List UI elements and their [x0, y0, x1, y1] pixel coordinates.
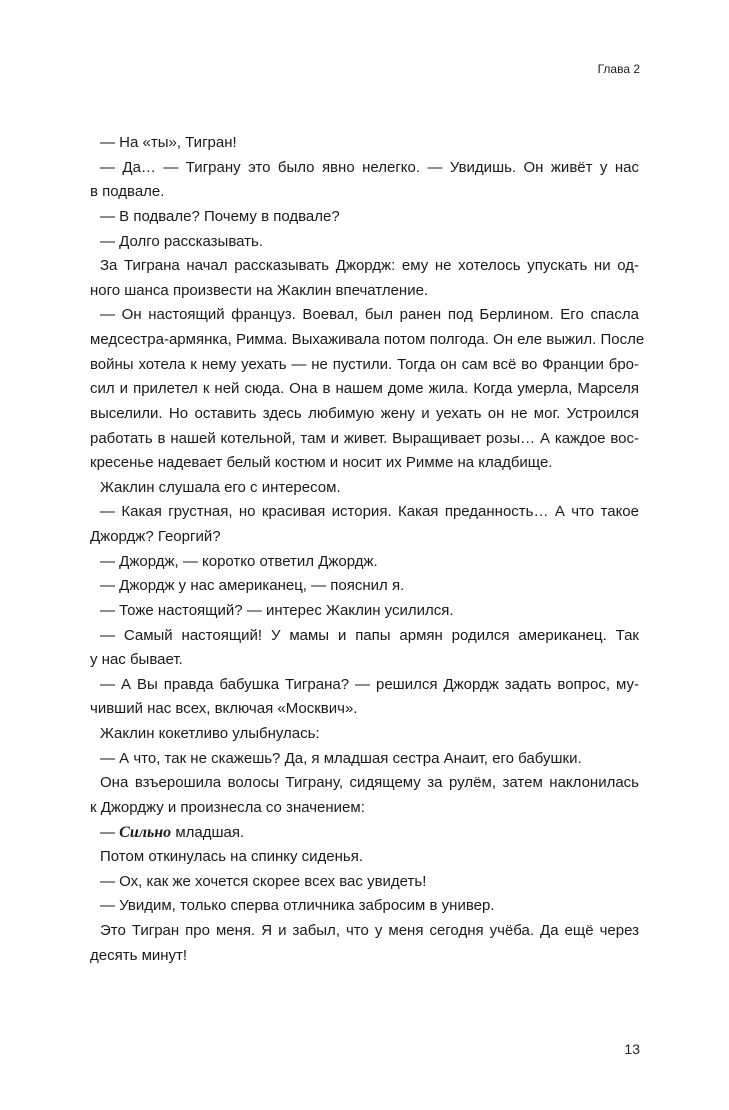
text-line: — Увидим, только сперва отличника забросим в универ.	[100, 897, 495, 915]
text-line: работать в нашей котельной, там и живет. Выращивает розы… А каждое вос-	[90, 429, 639, 447]
text-line: Жаклин слушала его с интересом.	[100, 478, 341, 496]
text-line: Это Тигран про меня. Я и забыл, что у меня сегодня учёба. Да ещё через	[100, 922, 639, 939]
text-line: Она взъерошила волосы Тиграну, сидящему за рулём, затем наклонилась	[100, 774, 639, 792]
text-line: — А Вы правда бабушка Тиграна? — решился Джордж задать вопрос, му-	[100, 675, 639, 693]
text-line: выселили. Но оставить здесь любимую жену и уехать он не мог. Устроился	[90, 404, 639, 422]
text-line: — Джордж, — коротко ответил Джордж.	[100, 552, 378, 570]
text-line: — А что, так не скажешь? Да, я младшая сестра Анаит, его бабушки.	[100, 749, 582, 767]
text-line: войны хотела к нему уехать — не пустили. Тогда он сам всё во Франции бро-	[90, 355, 639, 373]
text-line: Жаклин кокетливо улыбнулась:	[100, 725, 320, 742]
text-line: сил и прилетел к ней сюда. Она в нашем доме жила. Когда умерла, Марселя	[90, 380, 639, 398]
text-line: — Джордж у нас американец, — пояснил я.	[100, 577, 405, 595]
text-line: — Какая грустная, но красивая история. Какая преданность… А что такое	[100, 503, 639, 521]
text-line: Джордж? Георгий?	[90, 528, 221, 545]
text-line: — Да… — Тиграну это было явно нелегко. — Увидишь. Он живёт у нас	[100, 158, 639, 176]
text-line: — Долго рассказывать.	[100, 232, 263, 250]
page-number: 13	[624, 1041, 640, 1057]
running-header: Глава 2	[597, 62, 640, 76]
text-line: — В подвале? Почему в подвале?	[100, 207, 340, 225]
text-line: чивший нас всех, включая «Москвич».	[90, 700, 358, 718]
text-line: кресенье надевает белый костюм и носит их Римме на кладбище.	[90, 454, 553, 472]
text-line: десять минут!	[90, 946, 188, 964]
text-line: — Тоже настоящий? — интерес Жаклин усилился.	[100, 601, 454, 619]
text-line: в подвале.	[90, 183, 165, 201]
text-line	[90, 821, 639, 846]
text-line: у нас бывает.	[90, 651, 183, 669]
text-line: За Тиграна начал рассказывать Джордж: ему не хотелось упускать ни од-	[100, 257, 639, 275]
text-line: — На «ты», Тигран!	[100, 134, 237, 151]
text-block	[90, 131, 645, 968]
text-line: Потом откинулась на спинку сиденья.	[100, 848, 364, 866]
text-line: ного шанса произвести на Жаклин впечатление.	[90, 281, 429, 299]
text-line: — Самый настоящий! У мамы и папы армян родился американец. Так	[100, 626, 639, 644]
text-line: к Джорджу и произнесла со значением:	[90, 798, 365, 816]
text-line-prefix: —	[100, 823, 120, 841]
text-line: — Он настоящий француз. Воевал, был ранен под Берлином. Его спасла	[100, 306, 639, 324]
text-line: — Ох, как же хочется скорее всех вас увидеть!	[100, 872, 427, 890]
emphasized-word: Сильно	[119, 823, 172, 841]
text-line-suffix: младшая.	[171, 823, 245, 841]
text-line: медсестра-армянка, Римма. Выхаживала потом полгода. Он еле выжил. После	[90, 331, 645, 348]
